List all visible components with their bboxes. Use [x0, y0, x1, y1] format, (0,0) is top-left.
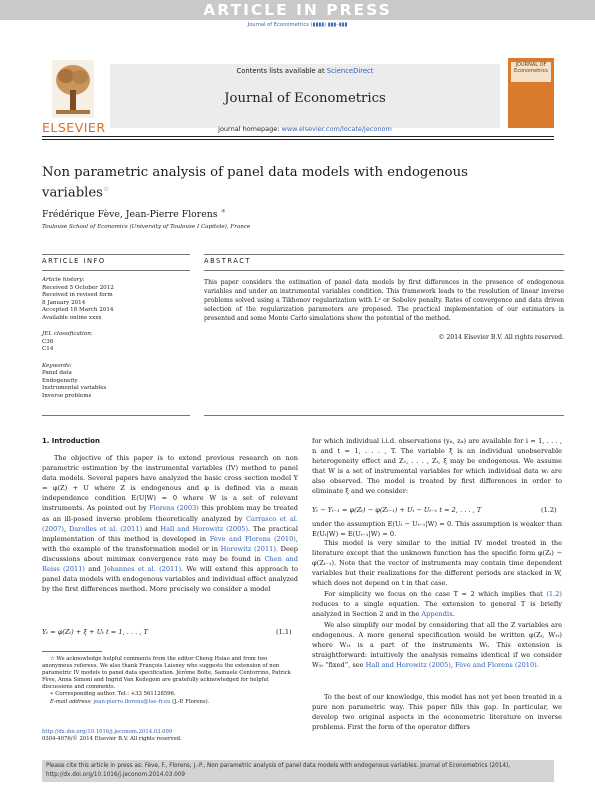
equation-ref-link[interactable]: (1.2)	[546, 590, 562, 598]
journal-title: Journal of Econometrics	[224, 91, 386, 106]
email-suffix: (J.-P. Florens).	[170, 698, 210, 705]
intro-right-paragraph-6: To the best of our knowledge, this model has not yet been treated in a pure non parametric way. This paper fills this gap. In particular, we develop two original aspects in the econometric literature on inverse problems. First the form of the operator differs	[312, 693, 562, 732]
footnote-text: Corresponding author. Tel.: +33 561128596.	[53, 691, 176, 698]
citation-link[interactable]: Darolles et al. (2011)	[68, 524, 143, 533]
citation-link[interactable]: Florens (2003)	[149, 504, 199, 513]
authors	[42, 206, 226, 220]
footnote-rule	[42, 651, 102, 652]
equation-1-2: Yₜ − Yₜ₋₁ = φ(Zₜ) − φ(Zₜ₋₁) + Uₜ − Uₜ₋₁ t = 2, . . . , T	[312, 506, 482, 514]
text-run: . We will extend this approach to panel data models with endogenous variables and individual effect analyzed by the first differences method. More precisely we consider a model	[42, 565, 298, 594]
abstract-rule-end	[204, 415, 564, 416]
journal-homepage-link[interactable]: www.elsevier.com/locate/jeconom	[281, 125, 392, 133]
journal-reference: Journal of Econometrics (▮▮▮▮) ▮▮▮–▮▮▮	[247, 22, 348, 28]
article-in-press-label: ARTICLE IN PRESS	[203, 1, 392, 19]
abstract-heading: ABSTRACT	[204, 257, 251, 265]
intro-paragraph-1	[42, 453, 298, 594]
text-run: ,	[450, 661, 456, 670]
citation-link[interactable]: Horowitz (2011)	[220, 544, 276, 553]
contents-prefix: Contents lists available at	[236, 67, 327, 75]
article-info	[42, 277, 190, 400]
appendix-link[interactable]: Appendix	[421, 610, 453, 619]
email-line	[42, 699, 298, 706]
text-run: The objective of this paper is to extend previous research on non parametric estimation by the instrumental variables (IV) method to panel data models. Several papers have analyzed the basic cross section model Y = φ(Z) + U where Z is endogenous and φ is defined via a mean independence condition E(U|W) = 0 where W is a set of relevant instruments. As pointed out by	[42, 454, 298, 513]
intro-right-paragraph-3: This model is very similar to the initial IV model treated in the literature except that the unknown function has the specific form φ(Zₜ) − φ(Zₜ₋₁). Note that the vector of instruments may contain time dependent variables but their realizations for the different periods are stacked in W, which does not depend on t in that case.	[312, 539, 562, 588]
header-rule-bottom	[42, 139, 554, 140]
abstract-text: This paper considers the estimation of panel data models by first differences in the presence of endogenous variables and under an instrumental variables condition. This framework leads to the resolution of linear inverse problems solved using a Tikhonov regularization with L² or Sobolev penalty. Rates of convergence and data driven selection of the regularization parameters are proposed. The practical implementation of our estimators is presented and some Monte Carlo simulations show the potential of the method.	[204, 279, 564, 322]
history-item: Received 5 October 2012	[42, 284, 114, 291]
history-item: Received in revised form	[42, 292, 113, 298]
citation-link[interactable]: Hall and Horowitz (2005)	[160, 524, 249, 533]
jel-label: JEL classification:	[42, 331, 93, 337]
keyword: Panel data	[42, 370, 72, 376]
elsevier-tree-icon	[52, 60, 94, 118]
journal-cover-title: JOURNAL OF Econometrics	[511, 62, 551, 82]
article-title	[42, 164, 502, 201]
abstract-copyright: © 2014 Elsevier B.V. All rights reserved.	[438, 334, 564, 341]
keyword: Endogeneity	[42, 377, 78, 384]
affiliation: Toulouse School of Economics (University of Toulouse I Capitole), France	[42, 224, 251, 230]
equation-1-2-number: (1.2)	[541, 506, 557, 514]
text-run: and	[142, 524, 161, 533]
text-run: this problem may be treated as an ill-posed inverse problem theoretically analyzed by	[42, 504, 298, 523]
text-run: .	[452, 610, 455, 619]
info-rule-end	[42, 415, 190, 416]
history-item: Available online xxxx	[42, 314, 102, 321]
keywords-label: Keywords:	[42, 362, 72, 369]
keyword: Instrumental variables	[42, 385, 107, 391]
footnotes	[42, 656, 298, 706]
citation-link[interactable]: Fève and Florens (2010)	[455, 661, 537, 670]
intro-right-paragraph-1: for which individual i.i.d. observations (yᵢₜ, zᵢₜ) are available for i = 1, . . . , n and t = 1, . . . , T. The variable ξ is an individual unobservable heterogeneity effect and Z₁, . . . , Zₜ, ξ may be endogenous. We assume that W is a set of instrumental variables for which individual data wᵢ are also observed. The model is treated by first differences in order to eliminate ξ and we consider:	[312, 437, 562, 496]
doi-link[interactable]: http://dx.doi.org/10.1016/j.jeconom.2014.03.009	[42, 729, 173, 735]
contents-line	[110, 67, 500, 75]
article-info-heading: ARTICLE INFO	[42, 257, 106, 265]
email-link[interactable]: jean-pierre.florens@tse-fr.eu	[93, 698, 171, 705]
doi-block	[42, 729, 182, 743]
intro-right-paragraph-5	[312, 620, 562, 670]
jel-item: C14	[42, 346, 54, 352]
text-run: .	[536, 661, 539, 670]
text-run: , with the example of the transformation model or in	[42, 534, 298, 553]
journal-homepage-line	[110, 125, 500, 133]
citation-link[interactable]: Johannes et al. (2011)	[103, 565, 182, 574]
history-item: 8 January 2014	[42, 299, 86, 306]
section-heading-introduction: 1. Introduction	[42, 437, 100, 445]
equation-1-1-number: (1.1)	[276, 628, 292, 636]
article-title-text: Non parametric analysis of panel data models with endogenous variables	[42, 165, 468, 201]
text-run: and	[84, 565, 104, 574]
citation-link[interactable]: Carrasco et al. (2007)	[42, 514, 298, 533]
author-footnote-mark[interactable]: ∗	[220, 206, 226, 215]
text-run: . The practical implementation of this method is developed in	[42, 524, 298, 543]
info-rule-top	[42, 254, 190, 255]
jel-item: C36	[42, 338, 54, 345]
homepage-prefix: journal homepage:	[218, 125, 282, 133]
title-footnote-mark[interactable]: ☆	[102, 185, 110, 193]
text-run: We also simplify our model by considering that all the Z variables are endogenous. A more general specification would be written φ(Zₜ, W₁ₜ) where W₁ₜ is a part of the instruments Wₜ. This extension is straightforward: intuitively the analysis remains identical if we consider W₁ₜ “fixed”, see	[312, 621, 562, 670]
history-item: Accepted 18 March 2014	[42, 307, 114, 313]
footnote-2	[42, 691, 298, 698]
text-run: For simplicity we focus on the case T = 2 which implies that	[324, 590, 547, 598]
footnote-text: We acknowledge helpful comments from the editor Cheng Hsiao and from two anonymous referees. We also thank François Laisney who suggests the extension of non parametric IV models to panel data specification. Jérôme Bolte, Samuele Centorrino, Patrick Fève, Anna Simoni and Ingrid Van Keilegom are gratefully acknowledged for helpful discussions and comments.	[42, 656, 291, 691]
abstract-rule-bottom	[204, 270, 564, 271]
equation-1-1: Yₜ = φ(Zₜ) + ξ + Uₜ t = 1, . . . , T	[42, 628, 148, 636]
citation-link[interactable]: Hall and Horowitz (2005)	[365, 661, 451, 670]
footnote-mark: ∗	[50, 691, 54, 698]
text-run: . Deep discussions about minimax convergence rate may be found in	[42, 544, 298, 563]
citation-link[interactable]: Chen and Reiss (2011)	[42, 554, 298, 574]
intro-right-paragraph-2: under the assumption E(Uₜ − Uₜ₋₁|W) = 0. This assumption is weaker than E(Uₜ|W) = E(Uₜ₋₁|W) = 0.	[312, 520, 562, 539]
citation-link[interactable]: Fève and Florens (2010)	[209, 534, 296, 543]
author-names: Frédérique Fève, Jean-Pierre Florens	[42, 209, 218, 221]
history-label: Article history:	[42, 277, 85, 283]
footnote-1	[42, 656, 298, 691]
text-run: ,	[63, 524, 69, 533]
email-label: E-mail address:	[50, 698, 94, 705]
sciencedirect-link[interactable]: ScienceDirect	[326, 67, 374, 75]
text-run: reduces to a single equation. The extension to general T is briefly analyzed in Section 2 and in the	[312, 600, 562, 619]
footnote-mark: ☆	[50, 656, 55, 662]
issn-line: 0304-4076/© 2014 Elsevier B.V. All rights reserved.	[42, 736, 182, 743]
intro-right-paragraph-4	[312, 589, 562, 619]
abstract-rule-top	[204, 254, 564, 255]
keyword: Inverse problems	[42, 392, 92, 399]
citation-bar-text: Please cite this article in press as: Fève, F., Florens, J.-P., Non parametric analysis of panel data models with endogenous variables. Journal of Econometrics (2014), http://dx.doi.org/10.1016/j.jeconom.2014.03.009	[46, 763, 511, 778]
publisher-logo-text: ELSEVIER	[42, 120, 106, 135]
header-rule-top	[42, 136, 554, 137]
info-rule-bottom	[42, 270, 190, 271]
